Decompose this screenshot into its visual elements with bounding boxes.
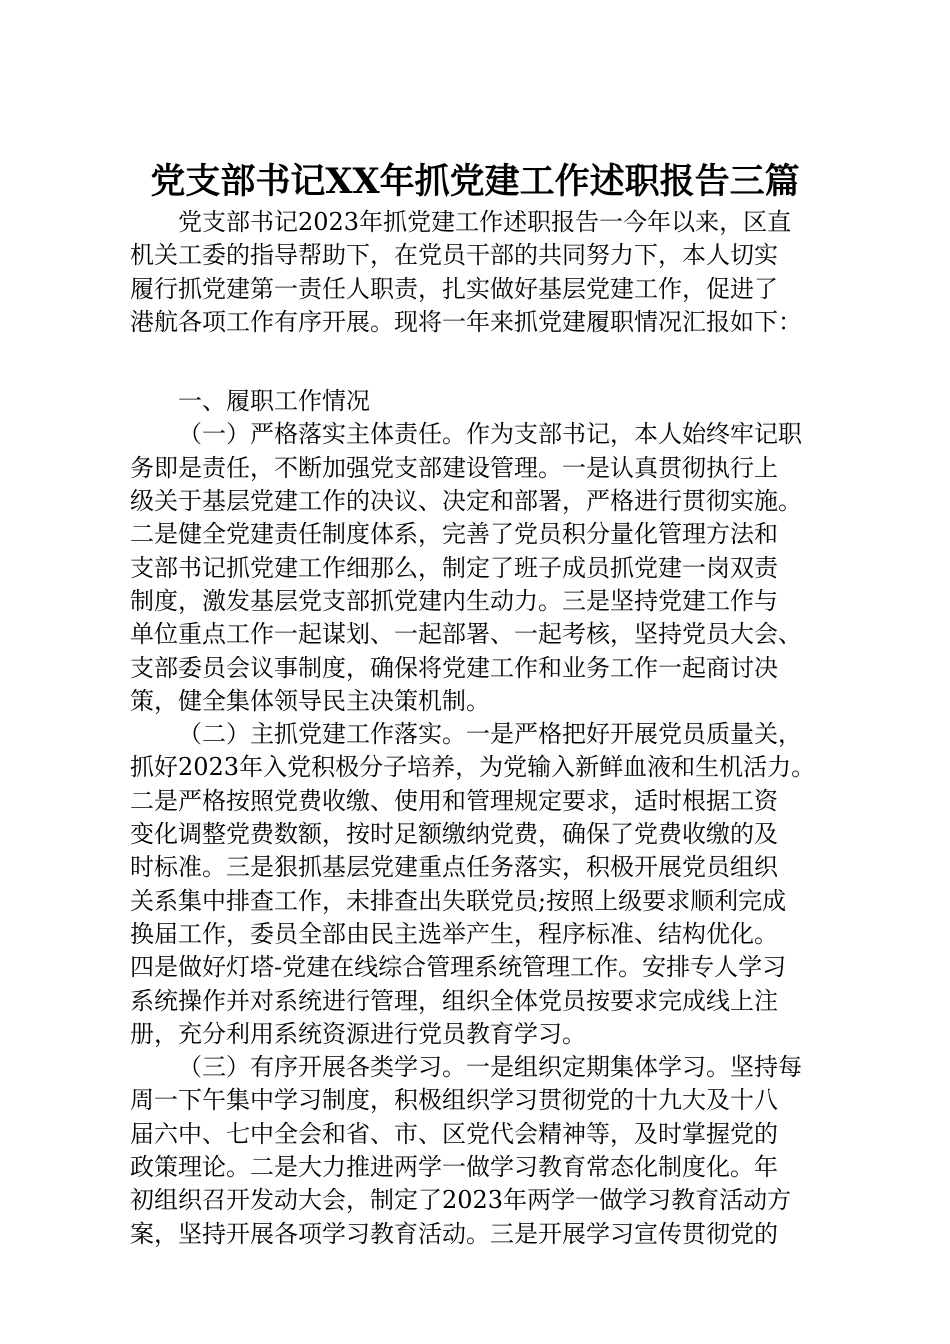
text-line: 变化调整党费数额，按时足额缴纳党费，确保了党费收缴的及 (130, 820, 778, 849)
section-heading: 一、履职工作情况 (178, 387, 370, 416)
text-line: 系统操作并对系统进行管理，组织全体党员按要求完成线上注 (130, 986, 778, 1015)
document-title: 党支部书记XX年抓党建工作述职报告三篇 (150, 161, 800, 202)
text-line: （三）有序开展各类学习。一是组织定期集体学习。坚持每 (178, 1053, 802, 1082)
document-body (130, 206, 830, 1251)
text-line: 级关于基层党建工作的决议、决定和部署，严格进行贯彻实施。 (130, 487, 802, 516)
paragraph-spacer (130, 339, 830, 385)
text-line: 机关工委的指导帮助下，在党员干部的共同努力下，本人切实 (130, 241, 778, 270)
text-line: 届六中、七中全会和省、市、区党代会精神等，及时掌握党的 (130, 1119, 778, 1148)
text-line: 二是严格按照党费收缴、使用和管理规定要求，适时根据工资 (130, 786, 778, 815)
text-line: 时标准。三是狠抓基层党建重点任务落实，积极开展党员组织 (130, 853, 778, 882)
text-line: 四是做好灯塔-党建在线综合管理系统管理工作。安排专人学习 (130, 953, 787, 982)
text-line: 政策理论。二是大力推进两学一做学习教育常态化制度化。年 (130, 1153, 778, 1182)
text-line: 务即是责任，不断加强党支部建设管理。一是认真贯彻执行上 (130, 453, 778, 482)
text-line: 册，充分利用系统资源进行党员教育学习。 (130, 1019, 586, 1048)
text-line: 履行抓党建第一责任人职责，扎实做好基层党建工作，促进了 (130, 274, 778, 303)
text-line: 单位重点工作一起谋划、一起部署、一起考核，坚持党员大会、 (130, 620, 802, 649)
text-line: 港航各项工作有序开展。现将一年来抓党建履职情况汇报如下： (130, 307, 802, 336)
text-line: 初组织召开发动大会，制定了2023年两学一做学习教育活动方 (130, 1186, 792, 1215)
text-line: 党支部书记2023年抓党建工作述职报告一今年以来，区直 (178, 208, 792, 236)
text-line: 关系集中排查工作，未排查出失联党员;按照上级要求顺利完成 (130, 886, 787, 915)
text-line: （二）主抓党建工作落实。一是严格把好开展党员质量关， (178, 720, 802, 749)
text-line: 抓好2023年入党积极分子培养，为党输入新鲜血液和生机活力。 (130, 753, 816, 782)
text-line: 换届工作，委员全部由民主选举产生，程序标准、结构优化。 (130, 919, 778, 948)
text-line: 策，健全集体领导民主决策机制。 (130, 686, 490, 715)
paragraph-1 (130, 418, 830, 718)
text-line: 案，坚持开展各项学习教育活动。三是开展学习宣传贯彻党的 (130, 1219, 778, 1248)
text-line: （一）严格落实主体责任。作为支部书记，本人始终牢记职 (178, 420, 802, 449)
text-line: 支部委员会议事制度，确保将党建工作和业务工作一起商讨决 (130, 653, 778, 682)
text-line: 支部书记抓党建工作细那么，制定了班子成员抓党建一岗双责 (130, 553, 778, 582)
text-line: 二是健全党建责任制度体系，完善了党员积分量化管理方法和 (130, 520, 778, 549)
text-line: 周一下午集中学习制度，积极组织学习贯彻党的十九大及十八 (130, 1086, 778, 1115)
paragraph-2 (130, 718, 830, 1051)
text-line: 制度，激发基层党支部抓党建内生动力。三是坚持党建工作与 (130, 586, 778, 615)
paragraph-3 (130, 1051, 830, 1251)
intro-paragraph (130, 206, 830, 339)
